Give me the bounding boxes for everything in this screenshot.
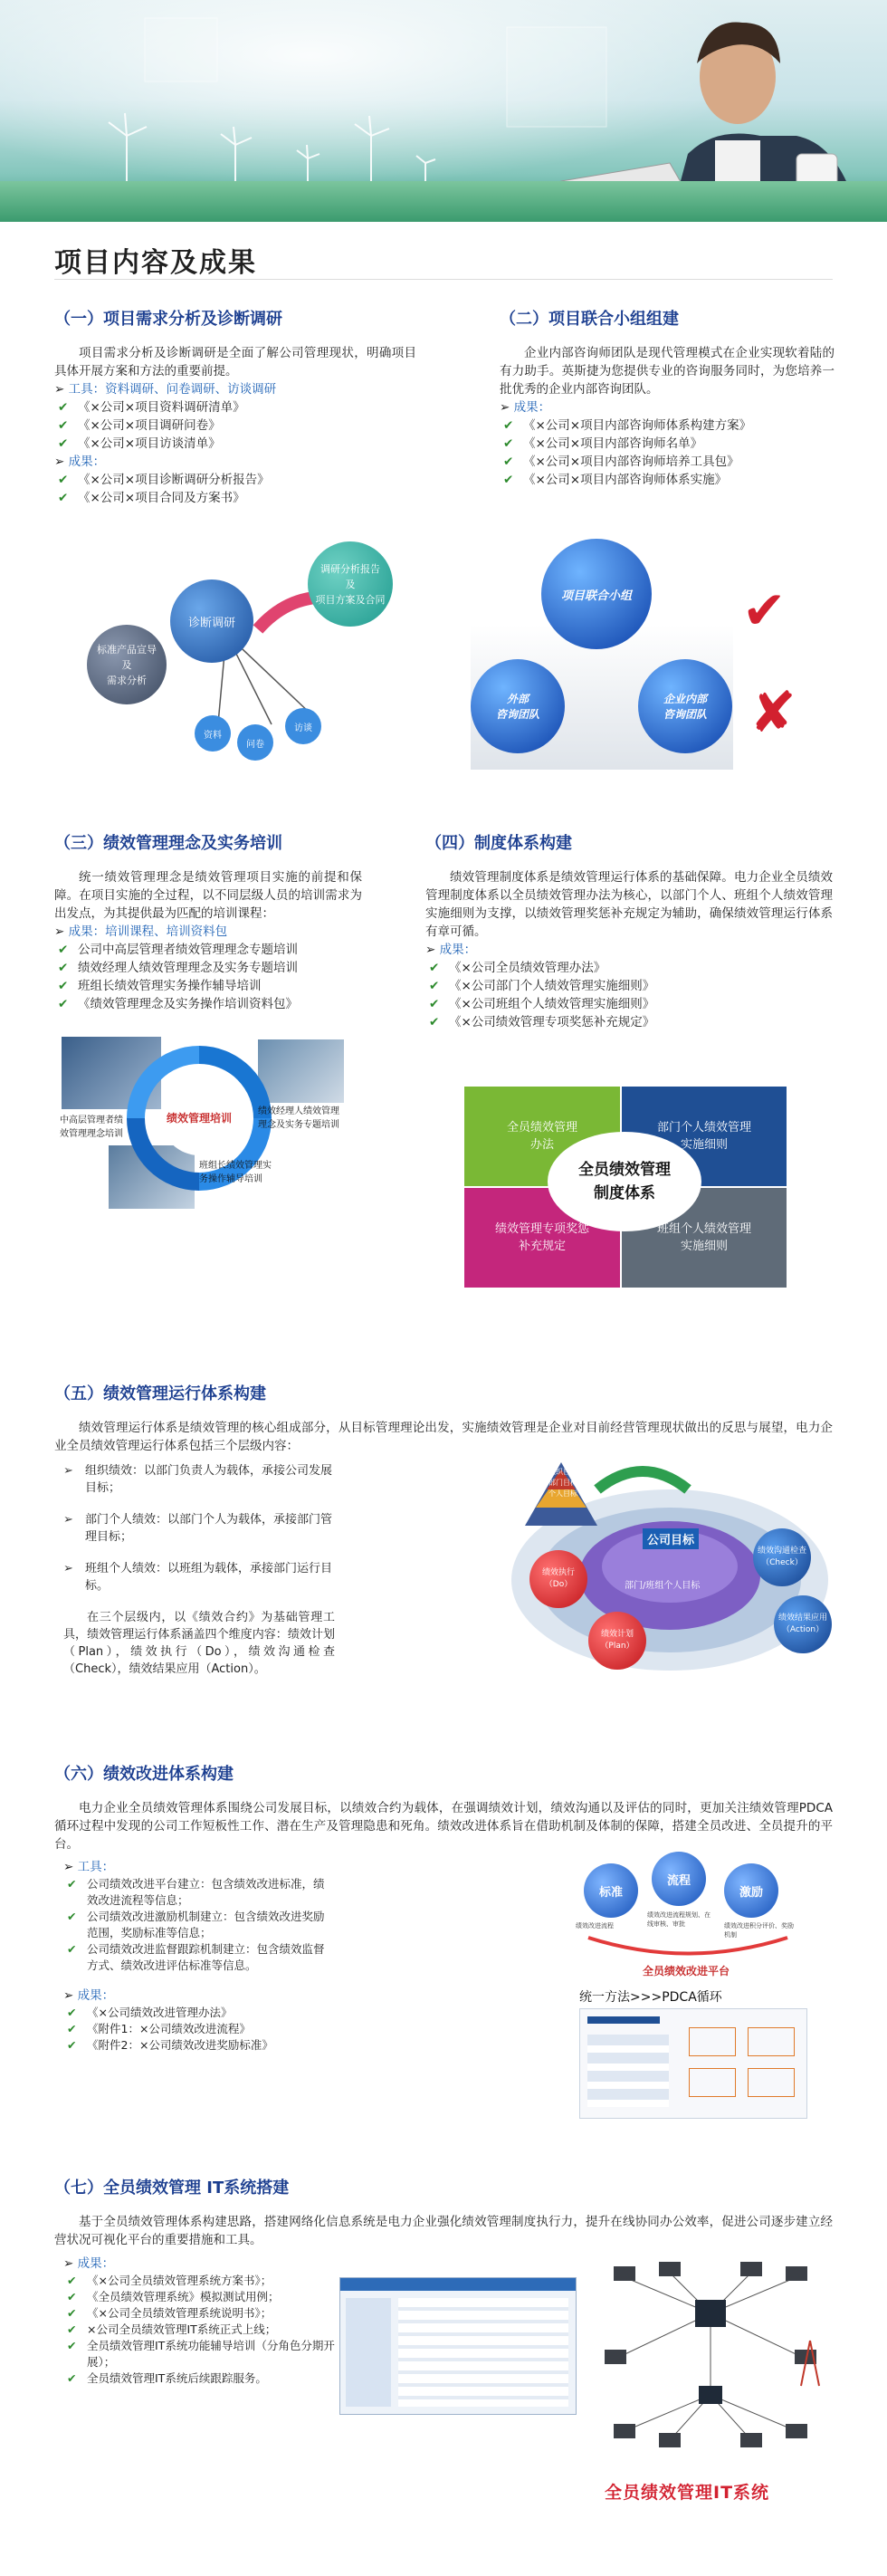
puzzle-center: 全员绩效管理 制度体系: [548, 1132, 701, 1231]
list-item: ✔ 绩效经理人绩效管理理念及实务专题培训: [54, 959, 362, 977]
section-2-paragraph: 企业内部咨询师团队是现代管理模式在企业实现软着陆的有力助手。英斯捷为您提供专业的咨询服务同时，为您培养一批优秀的企业内部咨询团队。: [500, 346, 835, 397]
list-item: ✔ 公司绩效改进激励机制建立：包含绩效改进奖励范围，奖励标准等信息；: [63, 1909, 335, 1941]
incentive-node: 激励: [724, 1863, 778, 1918]
hero-banner: [0, 0, 887, 222]
it-system-screenshot: [339, 2277, 577, 2415]
list-item: ✔ 《×公司×项目诊断调研分析报告》: [54, 471, 416, 489]
training-caption-2: 绩效经理人绩效管理 理念及实务专题培训: [258, 1106, 339, 1130]
list-item: ✔ 《×公司部门个人绩效管理实施细则》: [425, 977, 833, 995]
section-2-results-label: ➢ 成果：: [500, 398, 835, 417]
section-4-results-label: ➢ 成果：: [425, 941, 833, 959]
section-5-levels: [63, 1462, 335, 1678]
list-item: ✔ 班组长绩效管理实务操作辅导培训: [54, 977, 362, 995]
leaf-node-interview: 访谈: [285, 708, 321, 744]
section-3: [54, 830, 362, 1013]
section-7-results-label: ➢ 成果：: [63, 2255, 335, 2273]
section-6-lists: [63, 1858, 335, 2054]
list-item: ✔ 《×公司×项目内部咨询师体系构建方案》: [500, 417, 835, 435]
list-item: ✔ ×公司全员绩效管理IT系统正式上线；: [63, 2322, 335, 2338]
list-item: ✔ 《绩效管理理念及实务操作培训资料包》: [54, 995, 362, 1013]
list-item: ✔ 《×公司绩效改进管理办法》: [63, 2005, 335, 2021]
section-3-heading: （三）绩效管理理念及实务培训: [54, 834, 282, 853]
section-5-paragraph: 绩效管理运行体系是绩效管理的核心组成部分，从目标管理理论出发，实施绩效管理是企业对目前经营管理现状做出的反思与展望，电力企业全员绩效管理运行体系包括三个层级内容：: [54, 1421, 833, 1453]
title-divider: [54, 279, 833, 280]
section-7-lists: [63, 2255, 335, 2387]
do-node: 绩效执行 （Do）: [529, 1550, 587, 1608]
pdca-flow-screenshot: [579, 2008, 807, 2119]
internal-team-node: 企业内部 咨询团队: [638, 659, 732, 753]
pdca-slogan: 统一方法>>>PDCA循环: [579, 1990, 722, 2005]
it-system-caption: 全员绩效管理IT系统: [605, 2483, 770, 2503]
standard-node: 标准: [584, 1863, 638, 1918]
section-6-tools-label: ➢ 工具：: [63, 1858, 335, 1876]
pyramid-label: 个人目标: [548, 1489, 577, 1498]
section-1-results-label: ➢ 成果：: [54, 453, 416, 471]
platform-label: 全员绩效改进平台: [643, 1965, 730, 1977]
it-network-diagram: [588, 2259, 833, 2467]
section-6-results-label: ➢ 成果：: [63, 1987, 335, 2005]
list-item: ✔ 《×公司×项目访谈清单》: [54, 435, 416, 453]
section-6-paragraph: 电力企业全员绩效管理体系围绕公司发展目标，以绩效合约为载体，在强调绩效计划，绩效沟通以及评估的同时，更加关注绩效管理PDCA循环过程中发现的公司工作短板性工作、潜在生产及管理隐患和死角。绩效改进体系旨在借助机制及体制的保障，搭建全员改进、全员提升的平台。: [54, 1801, 833, 1852]
puzzle-piece-top-right: 部门个人绩效管理 实施细则: [622, 1087, 787, 1186]
list-item: ✔ 《×公司×项目内部咨询师体系实施》: [500, 471, 835, 489]
pyramid-label: 组织目标: [548, 1468, 577, 1476]
section-4: [425, 830, 833, 1031]
section-5-paragraph-2: 在三个层级内，以《绩效合约》为基础管理工具，绩效管理运行体系涵盖四个维度内容：绩效计划（Plan），绩效执行（Do），绩效沟通检查（Check），绩效结果应用（Action）。: [63, 1611, 335, 1676]
list-item: ✔ 《×公司全员绩效管理办法》: [425, 959, 833, 977]
section-6-results-list: [63, 2005, 335, 2054]
list-item: ✔ 《×公司×项目合同及方案书》: [54, 489, 416, 507]
checkmark-icon: ✔: [742, 579, 787, 641]
pyramid-labels: [548, 1467, 577, 1499]
list-item: ✔ 《全员绩效管理系统》模拟测试用例；: [63, 2289, 335, 2305]
section-2-heading: （二）项目联合小组组建: [500, 310, 679, 329]
report-node: 调研分析报告 及 项目方案及合同: [308, 541, 393, 627]
process-note: 绩效改进流程规划、在线审核、审批: [647, 1911, 711, 1928]
section-3-paragraph: 统一绩效管理理念是绩效管理项目实施的前提和保障。在项目实施的全过程，以不同层级人员的培训需求为出发点，为其提供最为匹配的培训课程：: [54, 870, 362, 921]
section-1-results-list: [54, 471, 416, 507]
company-goal-label: 公司目标: [643, 1528, 699, 1549]
list-item: ✔ 公司绩效改进平台建立：包含绩效改进标准，绩效改进流程等信息；: [63, 1876, 335, 1909]
section-3-results-label: ➢ 成果：培训课程、培训资料包: [54, 923, 362, 941]
list-item: ✔ 《×公司绩效管理专项奖惩补充规定》: [425, 1013, 833, 1031]
training-caption-1: 中高层管理者绩 效管理理念培训: [60, 1116, 123, 1139]
leaf-node-questionnaire: 问卷: [237, 724, 273, 761]
list-item: ✔ 公司绩效改进监督跟踪机制建立：包含绩效监督方式、绩效改进评估标准等信息。: [63, 1941, 335, 1974]
training-center-label: 绩效管理培训: [161, 1079, 237, 1155]
joint-team-node: 项目联合小组: [541, 539, 652, 649]
section-7-paragraph: 基于全员绩效管理体系构建思路，搭建网络化信息系统是电力企业强化绩效管理制度执行力，提升在线协同办公效率，促进公司逐步建立经营状况可视化平台的重要措施和工具。: [54, 2215, 833, 2247]
section-5: [54, 1381, 833, 1455]
leaf-node-data: 资料: [195, 715, 231, 752]
action-node: 绩效结果应用 （Action）: [774, 1595, 832, 1653]
section-2: [500, 306, 835, 489]
standard-note: 绩效改进流程: [576, 1922, 614, 1930]
puzzle-piece-bottom-left: 绩效管理专项奖惩 补充规定: [464, 1188, 620, 1288]
list-item: ➢ 班组个人绩效：以班组为载体，承接部门运行目标。: [63, 1560, 335, 1594]
levels-list: [63, 1462, 335, 1594]
section-3-results-list: [54, 941, 362, 1013]
section-7-heading: （七）全员绩效管理 IT系统搭建: [54, 2179, 290, 2198]
check-node: 绩效沟通检查 （Check）: [753, 1528, 811, 1586]
plan-node: 绩效计划 （Plan）: [588, 1612, 646, 1670]
section-6-tools-list: [63, 1876, 335, 1974]
training-caption-3: 班组长绩效管理实 务操作辅导培训: [199, 1161, 272, 1184]
puzzle-piece-bottom-right: 班组个人绩效管理 实施细则: [622, 1188, 787, 1288]
list-item: ✔ 《×公司×项目资料调研清单》: [54, 398, 416, 417]
section-4-paragraph: 绩效管理制度体系是绩效管理运行体系的基础保障。电力企业全员绩效管理制度体系以全员绩效管理办法为核心，以部门个人、班组个人绩效管理实施细则为支撑，以绩效管理奖惩补充规定为辅助，确保绩效管理运行体系有章可循。: [425, 870, 833, 939]
list-item: ✔ 《×公司全员绩效管理系统说明书》；: [63, 2305, 335, 2322]
demand-node: 标准产品宣导 及 需求分析: [87, 625, 167, 704]
section-2-results-list: [500, 417, 835, 489]
list-item: ➢ 组织绩效：以部门负责人为载体，承接公司发展目标；: [63, 1462, 335, 1497]
section-7: [54, 2175, 833, 2249]
section-1-heading: （一）项目需求分析及诊断调研: [54, 310, 282, 329]
platform-arc: [579, 1929, 796, 1965]
diagnosis-center-node: 诊断调研: [170, 579, 253, 663]
list-item: ✔ 《×公司×项目调研问卷》: [54, 417, 416, 435]
section-1-tools-label: ➢ 工具：资料调研、问卷调研、访谈调研: [54, 380, 416, 398]
section-5-heading: （五）绩效管理运行体系构建: [54, 1384, 266, 1403]
section-4-results-list: [425, 959, 833, 1031]
list-item: ✔ 《附件2：×公司绩效改进奖励标准》: [63, 2037, 335, 2054]
list-item: ✔ 公司中高层管理者绩效管理理念专题培训: [54, 941, 362, 959]
section-1-tools-list: [54, 398, 416, 453]
page-title: 项目内容及成果: [54, 247, 257, 279]
section-4-heading: （四）制度体系构建: [425, 834, 572, 853]
list-item: ✔ 全员绩效管理IT系统后续跟踪服务。: [63, 2370, 335, 2387]
section-6-heading: （六）绩效改进体系构建: [54, 1765, 234, 1784]
section-6: [54, 1761, 833, 1853]
pyramid-label: 部门目标: [548, 1479, 577, 1487]
section-7-results-list: [63, 2273, 335, 2387]
list-item: ➢ 部门个人绩效：以部门个人为载体，承接部门管理目标；: [63, 1511, 335, 1546]
dept-goal-label: 部门/班组个人目标: [625, 1581, 701, 1591]
list-item: ✔ 全员绩效管理IT系统功能辅导培训（分角色分期开展）；: [63, 2338, 335, 2370]
list-item: ✔ 《×公司×项目内部咨询师培养工具包》: [500, 453, 835, 471]
external-team-node: 外部 咨询团队: [471, 659, 565, 753]
list-item: ✔ 《×公司×项目内部咨询师名单》: [500, 435, 835, 453]
section-1-paragraph: 项目需求分析及诊断调研是全面了解公司管理现状，明确项目具体开展方案和方法的重要前提。: [54, 346, 416, 378]
list-item: ✔ 《附件1：×公司绩效改进流程》: [63, 2021, 335, 2037]
incentive-note: 绩效改进积分评价、奖励机制: [724, 1922, 794, 1939]
section-1: [54, 306, 416, 507]
puzzle-piece-top-left: 全员绩效管理 办法: [464, 1087, 620, 1186]
list-item: ✔ 《×公司全员绩效管理系统方案书》；: [63, 2273, 335, 2289]
process-node: 流程: [652, 1852, 706, 1906]
cross-icon: ✘: [749, 679, 796, 745]
list-item: ✔ 《×公司班组个人绩效管理实施细则》: [425, 995, 833, 1013]
